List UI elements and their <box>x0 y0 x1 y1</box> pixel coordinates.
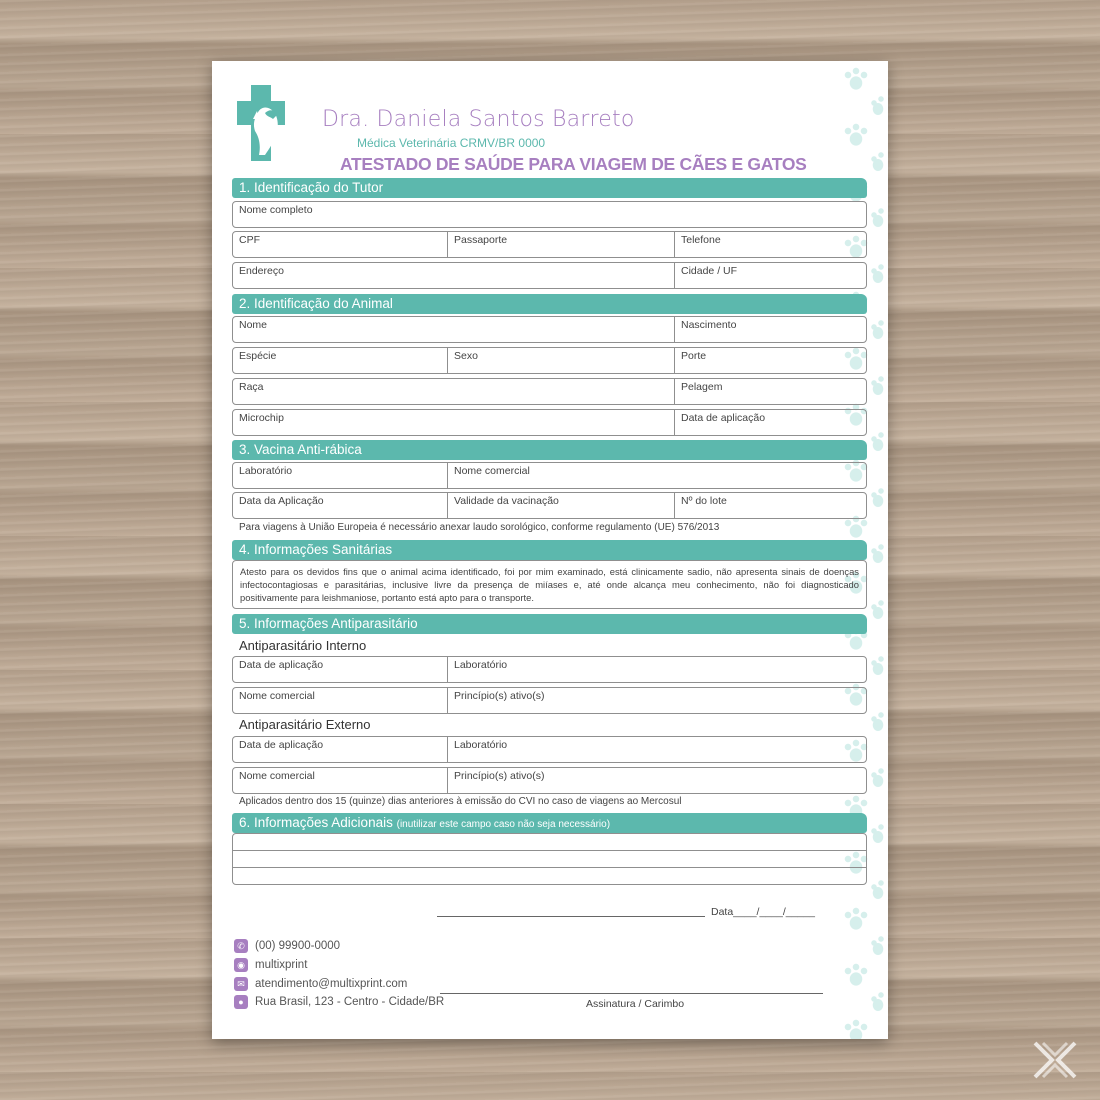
data-aplicacao-vacina-field[interactable] <box>233 493 447 518</box>
raca-field[interactable] <box>233 379 674 404</box>
crmv-registration: Médica Veterinária CRMV/BR 0000 <box>357 136 546 150</box>
field-label: Endereço <box>239 265 284 277</box>
section-3-header: 3. Vacina Anti-rábica <box>232 440 867 460</box>
endereco-field[interactable] <box>233 263 674 288</box>
contact-phone <box>234 939 340 953</box>
field-label: Laboratório <box>454 659 508 671</box>
signature-label: Assinatura / Carimbo <box>586 998 685 1010</box>
cidade-uf-field[interactable] <box>674 263 866 288</box>
field-label: Validade da vacinação <box>454 495 559 507</box>
contact-text: multixprint <box>255 959 308 971</box>
field-label: Telefone <box>681 234 721 246</box>
field-label: Nome comercial <box>239 690 315 702</box>
cpf-field[interactable] <box>233 232 447 257</box>
field-label: Passaporte <box>454 234 508 246</box>
nome-comercial-field[interactable] <box>447 463 866 488</box>
field-label: Nome comercial <box>454 465 530 477</box>
field-label: Raça <box>239 381 264 393</box>
externo-laboratorio-field[interactable] <box>447 737 866 762</box>
pelagem-field[interactable] <box>674 379 866 404</box>
antiparasitario-externo-heading: Antiparasitário Externo <box>239 717 371 732</box>
field-row-laboratorio <box>232 462 867 489</box>
additional-info-area[interactable] <box>232 833 867 885</box>
interno-principio-field[interactable] <box>447 688 866 713</box>
field-label: Microchip <box>239 412 284 424</box>
contact-email <box>234 977 407 991</box>
section-6-title: 6. Informações Adicionais <box>239 815 393 830</box>
field-label: Nº do lote <box>681 495 727 507</box>
form-sheet <box>212 61 888 1039</box>
field-label: Pelagem <box>681 381 723 393</box>
field-row-nome-completo[interactable] <box>232 201 867 228</box>
field-row-vacina-data <box>232 492 867 519</box>
sanitary-statement: Atesto para os devidos fins que o animal acima identificado, foi por mim examinado, está clinicamente sadio, não apresenta sinais de doenças infectocontagiosas e parasitárias, inclusive livre da presença de miíases e, até onde alcança meu conhecimento, não foi diagnosticado positivamente para leishmaniose, portanto está apto para o transporte. <box>232 560 867 609</box>
field-label: Data de aplicação <box>239 739 324 751</box>
field-label: Nome comercial <box>239 770 315 782</box>
section-5-header: 5. Informações Antiparasitário <box>232 614 867 634</box>
page-title: ATESTADO DE SAÚDE PARA VIAGEM DE CÃES E GATOS <box>340 154 807 174</box>
doctor-name: Dra. Daniela Santos Barreto <box>322 107 635 132</box>
field-row-externo-data <box>232 736 867 763</box>
field-row-endereco <box>232 262 867 289</box>
vet-cross-logo-icon <box>237 85 285 161</box>
vaccine-note: Para viagens à União Europeia é necessário anexar laudo sorológico, conforme regulamento (UE) 576/2013 <box>239 522 720 533</box>
field-label: Data de aplicação <box>239 659 324 671</box>
field-label: Princípio(s) ativo(s) <box>454 770 545 782</box>
date-line <box>437 916 705 917</box>
instagram-icon: ◉ <box>234 958 248 972</box>
field-label: Data de aplicação <box>681 412 766 424</box>
nascimento-field[interactable] <box>674 317 866 342</box>
field-label: Cidade / UF <box>681 265 738 277</box>
location-icon: ● <box>234 995 248 1009</box>
date-label: Data____/____/_____ <box>711 906 815 918</box>
validade-field[interactable] <box>447 493 674 518</box>
section-6-hint: (inutilizar este campo caso não seja necessário) <box>396 819 611 830</box>
antiparasitario-interno-heading: Antiparasitário Interno <box>239 638 367 653</box>
field-label: Nome completo <box>239 204 313 216</box>
telefone-field[interactable] <box>674 232 866 257</box>
field-row-raca <box>232 378 867 405</box>
field-row-interno-data <box>232 656 867 683</box>
field-label: Espécie <box>239 350 277 362</box>
field-label: Data da Aplicação <box>239 495 324 507</box>
lote-field[interactable] <box>674 493 866 518</box>
passaporte-field[interactable] <box>447 232 674 257</box>
field-row-cpf <box>232 231 867 258</box>
field-row-externo-nome <box>232 767 867 794</box>
section-6-header <box>232 813 867 833</box>
especie-field[interactable] <box>233 348 447 373</box>
interno-nome-comercial-field[interactable] <box>233 688 447 713</box>
signature-line <box>440 993 823 994</box>
contact-text: (00) 99900-0000 <box>255 940 341 952</box>
field-label: Sexo <box>454 350 478 362</box>
email-icon: ✉ <box>234 977 248 991</box>
section-2-header: 2. Identificação do Animal <box>232 294 867 314</box>
section-1-header: 1. Identificação do Tutor <box>232 178 867 198</box>
field-row-interno-nome <box>232 687 867 714</box>
externo-data-field[interactable] <box>233 737 447 762</box>
field-label: Princípio(s) ativo(s) <box>454 690 545 702</box>
porte-field[interactable] <box>674 348 866 373</box>
microchip-field[interactable] <box>233 410 674 435</box>
field-label: Nascimento <box>681 319 737 331</box>
section-4-header: 4. Informações Sanitárias <box>232 540 867 560</box>
contact-address <box>234 995 444 1009</box>
interno-data-field[interactable] <box>233 657 447 682</box>
field-label: Laboratório <box>239 465 293 477</box>
contact-instagram <box>234 958 307 972</box>
data-aplicacao-field[interactable] <box>674 410 866 435</box>
interno-laboratorio-field[interactable] <box>447 657 866 682</box>
contact-text: atendimento@multixprint.com <box>255 978 408 990</box>
whatsapp-icon: ✆ <box>234 939 248 953</box>
field-row-nome <box>232 316 867 343</box>
multixprint-brand-icon <box>1030 1035 1080 1085</box>
field-row-especie <box>232 347 867 374</box>
field-label: Porte <box>681 350 707 362</box>
field-label: Laboratório <box>454 739 508 751</box>
sexo-field[interactable] <box>447 348 674 373</box>
externo-principio-field[interactable] <box>447 768 866 793</box>
laboratorio-field[interactable] <box>233 463 447 488</box>
externo-nome-comercial-field[interactable] <box>233 768 447 793</box>
field-label: Nome <box>239 319 268 331</box>
antiparasite-note: Aplicados dentro dos 15 (quinze) dias anteriores à emissão do CVI no caso de viagens ao Mercosul <box>239 796 682 807</box>
field-label: CPF <box>239 234 260 246</box>
contact-text: Rua Brasil, 123 - Centro - Cidade/BR <box>255 996 445 1008</box>
nome-field[interactable] <box>233 317 674 342</box>
field-row-microchip <box>232 409 867 436</box>
